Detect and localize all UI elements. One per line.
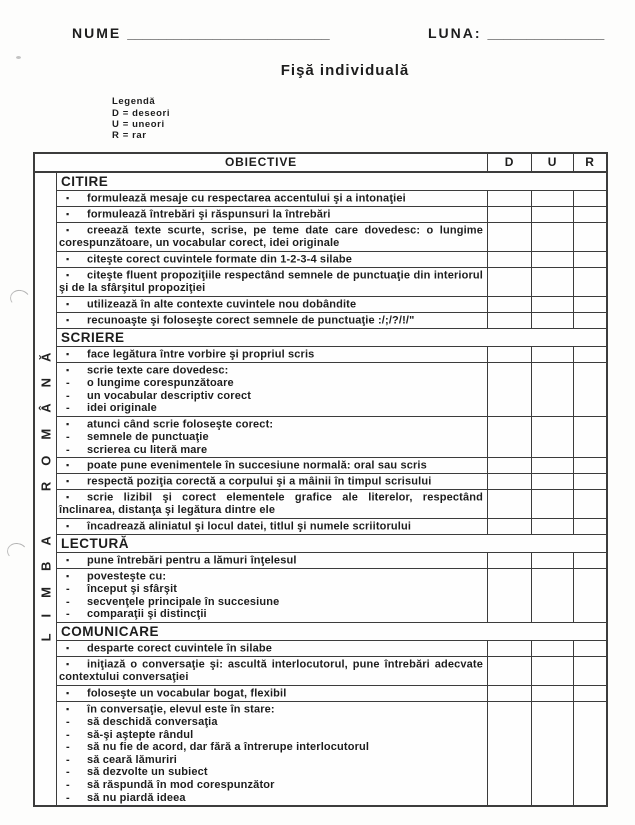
mark-cell-d bbox=[487, 490, 531, 518]
bullet-square-icon: ▪ bbox=[66, 492, 70, 503]
objective-text-cell bbox=[57, 553, 487, 568]
bullet-square-icon: ▪ bbox=[66, 418, 70, 429]
bullet-square-icon: ▪ bbox=[66, 209, 70, 220]
header-col-d: D bbox=[487, 154, 531, 171]
mark-cell-u bbox=[531, 268, 573, 296]
objective-row bbox=[57, 641, 606, 657]
objective-line bbox=[59, 253, 483, 266]
mark-cell-r bbox=[573, 553, 606, 568]
subject-band bbox=[35, 173, 57, 805]
bullet-square-icon: ▪ bbox=[66, 269, 70, 280]
objective-line bbox=[59, 741, 483, 754]
objective-row bbox=[57, 268, 606, 297]
objective-text: povesteşte cu: bbox=[87, 570, 167, 583]
objective-line bbox=[59, 716, 483, 729]
header-col-r: R bbox=[573, 154, 606, 171]
objective-row bbox=[57, 223, 606, 252]
mark-cell-u bbox=[531, 569, 573, 622]
dash-icon: - bbox=[66, 741, 70, 754]
objective-line bbox=[59, 192, 483, 205]
dash-icon: - bbox=[66, 778, 70, 791]
objective-line bbox=[59, 754, 483, 767]
mark-cell-r bbox=[573, 191, 606, 206]
bullet-square-icon: ▪ bbox=[66, 225, 70, 236]
objective-text: să răspundă în mod corespunzător bbox=[87, 778, 275, 791]
objective-line bbox=[59, 520, 483, 533]
objective-text-cell bbox=[57, 268, 487, 296]
objective-line bbox=[59, 658, 483, 684]
objective-line bbox=[59, 766, 483, 779]
objective-text: formulează întrebări şi răspunsuri la întrebări bbox=[87, 208, 331, 221]
name-label: NUME bbox=[72, 25, 122, 41]
header-objectives: OBIECTIVE bbox=[225, 155, 297, 169]
objective-line bbox=[59, 596, 483, 609]
mark-cell-d bbox=[487, 569, 531, 622]
objective-row bbox=[57, 207, 606, 223]
objective-text: face legătura între vorbire şi propriul scris bbox=[87, 348, 315, 361]
bullet-square-icon: ▪ bbox=[66, 571, 70, 582]
legend-entry-uneori: U = uneori bbox=[112, 119, 165, 131]
mark-cell-r bbox=[573, 458, 606, 473]
objective-text-cell bbox=[57, 252, 487, 267]
mark-cell-u bbox=[531, 553, 573, 568]
mark-cell-d bbox=[487, 519, 531, 534]
objective-text-cell bbox=[57, 363, 487, 416]
bullet-square-icon: ▪ bbox=[66, 703, 70, 714]
objective-text: iniţiază o conversaţie şi: ascultă interlocutorul, pune întrebări adecvate contextului conversaţiei bbox=[59, 658, 483, 684]
dash-icon: - bbox=[66, 443, 70, 456]
mark-cell-r bbox=[573, 702, 606, 805]
mark-cell-u bbox=[531, 347, 573, 362]
bullet-square-icon: ▪ bbox=[66, 314, 70, 325]
mark-cell-d bbox=[487, 191, 531, 206]
objective-line bbox=[59, 402, 483, 415]
table-body bbox=[35, 173, 606, 805]
dash-icon: - bbox=[66, 753, 70, 766]
mark-cell-r bbox=[573, 347, 606, 362]
objective-text: citeşte fluent propoziţiile respectând semnele de punctuaţie din interiorul şi de la sfârşitul propoziţiei bbox=[59, 269, 483, 295]
dash-icon: - bbox=[66, 791, 70, 804]
objective-text: scrie texte care dovedesc: bbox=[87, 364, 229, 377]
dash-icon: - bbox=[66, 430, 70, 443]
objective-row bbox=[57, 252, 606, 268]
vertical-subject-label: LIMBA ROMÂNĂ bbox=[38, 336, 53, 642]
mark-cell-u bbox=[531, 363, 573, 416]
objective-row bbox=[57, 363, 606, 417]
mark-cell-d bbox=[487, 641, 531, 656]
dash-icon: - bbox=[66, 389, 70, 402]
mark-cell-r bbox=[573, 519, 606, 534]
objective-text-cell bbox=[57, 417, 487, 457]
objective-text-cell bbox=[57, 490, 487, 518]
objective-text: idei originale bbox=[87, 402, 157, 415]
objective-line bbox=[59, 475, 483, 488]
objective-row bbox=[57, 569, 606, 623]
objective-line bbox=[59, 570, 483, 583]
objective-line bbox=[59, 377, 483, 390]
objective-line bbox=[59, 208, 483, 221]
objective-row bbox=[57, 347, 606, 363]
mark-cell-r bbox=[573, 490, 606, 518]
mark-cell-r bbox=[573, 474, 606, 489]
objective-text-cell bbox=[57, 519, 487, 534]
mark-cell-r bbox=[573, 268, 606, 296]
objective-row bbox=[57, 686, 606, 702]
objective-text: secvenţele principale în succesiune bbox=[87, 595, 280, 608]
name-blank-line: __________________________ bbox=[127, 25, 330, 41]
objective-text: pune întrebări pentru a lămuri înţelesul bbox=[87, 554, 297, 567]
mark-cell-u bbox=[531, 191, 573, 206]
scan-artifact-arc bbox=[6, 542, 28, 562]
objective-line bbox=[59, 418, 483, 431]
objective-row bbox=[57, 297, 606, 313]
objective-text: să deschidă conversaţia bbox=[87, 716, 218, 728]
objective-text: creează texte scurte, scrise, pe teme date care dovedesc: o lungime corespunzătoare, un vocabular corect, idei originale bbox=[59, 224, 483, 250]
mark-cell-d bbox=[487, 252, 531, 267]
objective-row bbox=[57, 458, 606, 474]
mark-cell-d bbox=[487, 268, 531, 296]
objective-line bbox=[59, 792, 483, 805]
mark-cell-r bbox=[573, 686, 606, 701]
mark-cell-d bbox=[487, 207, 531, 222]
objective-line bbox=[59, 364, 483, 377]
mark-cell-d bbox=[487, 223, 531, 251]
mark-cell-d bbox=[487, 363, 531, 416]
objective-line bbox=[59, 583, 483, 596]
objective-line bbox=[59, 314, 483, 327]
mark-cell-u bbox=[531, 458, 573, 473]
mark-cell-u bbox=[531, 252, 573, 267]
mark-cell-d bbox=[487, 686, 531, 701]
objective-text: să nu fie de acord, dar fără a întrerupe interlocutorul bbox=[87, 741, 370, 754]
section-header-lectura: LECTURĂ bbox=[57, 535, 606, 553]
objective-row bbox=[57, 417, 606, 458]
objective-rows bbox=[57, 173, 606, 805]
objective-text: început şi sfârşit bbox=[87, 583, 178, 596]
objective-text: respectă poziţia corectă a corpului şi a mâinii în timpul scrisului bbox=[87, 475, 432, 488]
mark-cell-r bbox=[573, 207, 606, 222]
legend bbox=[112, 96, 170, 142]
objective-row bbox=[57, 191, 606, 207]
objective-line bbox=[59, 298, 483, 311]
mark-cell-u bbox=[531, 686, 573, 701]
objective-row bbox=[57, 702, 606, 805]
mark-cell-d bbox=[487, 313, 531, 328]
objective-line bbox=[59, 390, 483, 403]
bullet-square-icon: ▪ bbox=[66, 193, 70, 203]
mark-cell-r bbox=[573, 252, 606, 267]
objective-text-cell bbox=[57, 347, 487, 362]
table-header-row bbox=[35, 154, 606, 173]
objective-text: poate pune evenimentele în succesiune normală: oral sau scris bbox=[87, 459, 427, 472]
scan-artifact-arc bbox=[8, 288, 31, 309]
mark-cell-d bbox=[487, 474, 531, 489]
objective-text: atunci când scrie foloseşte corect: bbox=[87, 418, 274, 431]
objective-text: o lungime corespunzătoare bbox=[87, 377, 234, 390]
mark-cell-d bbox=[487, 297, 531, 312]
dash-icon: - bbox=[66, 716, 70, 728]
legend-entry-rar: R = rar bbox=[112, 130, 147, 142]
objective-text-cell bbox=[57, 223, 487, 251]
objective-line bbox=[59, 491, 483, 517]
mark-cell-r bbox=[573, 297, 606, 312]
objective-text-cell bbox=[57, 297, 487, 312]
dash-icon: - bbox=[66, 766, 70, 779]
objective-text-cell bbox=[57, 458, 487, 473]
objective-row bbox=[57, 553, 606, 569]
mark-cell-r bbox=[573, 363, 606, 416]
objective-line bbox=[59, 431, 483, 444]
mark-cell-r bbox=[573, 569, 606, 622]
objective-text-cell bbox=[57, 313, 487, 328]
objective-text-cell bbox=[57, 702, 487, 805]
objective-line bbox=[59, 729, 483, 742]
objective-text-cell bbox=[57, 207, 487, 222]
mark-cell-u bbox=[531, 474, 573, 489]
objective-line bbox=[59, 687, 483, 700]
mark-cell-d bbox=[487, 702, 531, 805]
legend-entry-deseori: D = deseori bbox=[112, 108, 171, 119]
mark-cell-r bbox=[573, 223, 606, 251]
dash-icon: - bbox=[66, 377, 70, 390]
dash-icon: - bbox=[66, 728, 70, 741]
mark-cell-d bbox=[487, 657, 531, 685]
objective-text-cell bbox=[57, 474, 487, 489]
mark-cell-d bbox=[487, 553, 531, 568]
page-title: Fişă individuală bbox=[280, 62, 410, 79]
objective-text: să ceară lămuriri bbox=[87, 753, 177, 766]
name-field bbox=[72, 25, 330, 41]
objective-text-cell bbox=[57, 641, 487, 656]
objective-row bbox=[57, 519, 606, 535]
mark-cell-u bbox=[531, 297, 573, 312]
bullet-square-icon: ▪ bbox=[66, 253, 70, 264]
objective-line bbox=[59, 348, 483, 361]
mark-cell-u bbox=[531, 641, 573, 656]
dash-icon: - bbox=[66, 583, 70, 596]
mark-cell-u bbox=[531, 519, 573, 534]
mark-cell-r bbox=[573, 641, 606, 656]
mark-cell-d bbox=[487, 458, 531, 473]
objective-line bbox=[59, 554, 483, 567]
objective-text: în conversaţie, elevul este în stare: bbox=[87, 703, 275, 716]
dash-icon: - bbox=[66, 608, 70, 621]
dash-icon: - bbox=[66, 402, 70, 415]
objective-text: încadrează aliniatul şi locul datei, titlul şi numele scriitorului bbox=[87, 520, 412, 533]
mark-cell-r bbox=[573, 417, 606, 457]
objective-line bbox=[59, 224, 483, 250]
mark-cell-u bbox=[531, 313, 573, 328]
objective-text-cell bbox=[57, 569, 487, 622]
mark-cell-u bbox=[531, 702, 573, 805]
mark-cell-u bbox=[531, 490, 573, 518]
objective-text-cell bbox=[57, 657, 487, 685]
objective-text: utilizează în alte contexte cuvintele nou dobândite bbox=[87, 298, 357, 311]
bullet-square-icon: ▪ bbox=[66, 520, 70, 531]
objective-text: foloseşte un vocabular bogat, flexibil bbox=[87, 687, 287, 700]
mark-cell-u bbox=[531, 223, 573, 251]
objective-line bbox=[59, 779, 483, 792]
section-header-citire: CITIRE bbox=[57, 173, 606, 191]
mark-cell-u bbox=[531, 657, 573, 685]
objective-line bbox=[59, 444, 483, 457]
bullet-square-icon: ▪ bbox=[66, 364, 70, 375]
month-field bbox=[428, 25, 604, 41]
objective-text: scrierea cu literă mare bbox=[87, 443, 208, 456]
mark-cell-r bbox=[573, 657, 606, 685]
objective-text: un vocabular descriptiv corect bbox=[87, 389, 252, 402]
objective-line bbox=[59, 269, 483, 295]
dash-icon: - bbox=[66, 595, 70, 608]
mark-cell-r bbox=[573, 313, 606, 328]
objective-text: desparte corect cuvintele în silabe bbox=[87, 642, 272, 655]
objective-text: scrie lizibil şi corect elementele grafice ale literelor, respectând înclinarea, distanţa şi legătura dintre ele bbox=[59, 491, 483, 517]
section-header-scriere: SCRIERE bbox=[57, 329, 606, 347]
objective-text: comparaţii şi distincţii bbox=[87, 608, 207, 621]
mark-cell-u bbox=[531, 417, 573, 457]
section-header-comunicare: COMUNICARE bbox=[57, 623, 606, 641]
bullet-square-icon: ▪ bbox=[66, 460, 70, 471]
objective-line bbox=[59, 459, 483, 472]
objective-text-cell bbox=[57, 191, 487, 206]
objective-text-cell bbox=[57, 686, 487, 701]
objective-text: citeşte corect cuvintele formate din 1-2-3-4 silabe bbox=[87, 253, 353, 266]
bullet-square-icon: ▪ bbox=[66, 555, 70, 566]
bullet-square-icon: ▪ bbox=[66, 659, 70, 670]
objective-text: semnele de punctuaţie bbox=[87, 430, 209, 443]
mark-cell-u bbox=[531, 207, 573, 222]
month-label: LUNA: bbox=[428, 25, 482, 41]
objective-text: să nu piardă ideea bbox=[87, 791, 186, 804]
legend-heading: Legendă bbox=[112, 96, 156, 107]
bullet-square-icon: ▪ bbox=[66, 298, 70, 309]
month-blank-line: _______________ bbox=[487, 25, 605, 41]
bullet-square-icon: ▪ bbox=[66, 643, 70, 654]
objective-line bbox=[59, 703, 483, 716]
objective-text: să dezvolte un subiect bbox=[87, 766, 208, 779]
mark-cell-d bbox=[487, 417, 531, 457]
objective-text: recunoaşte şi foloseşte corect semnele de punctuaţie :/;/?/!/" bbox=[87, 314, 415, 327]
bullet-square-icon: ▪ bbox=[66, 348, 70, 359]
objectives-table bbox=[33, 152, 608, 807]
objective-row bbox=[57, 657, 606, 686]
objective-line bbox=[59, 608, 483, 621]
objective-text: să-şi aştepte rândul bbox=[87, 728, 194, 741]
scan-artifact-speck bbox=[16, 56, 21, 59]
bullet-square-icon: ▪ bbox=[66, 476, 70, 487]
objective-text: formulează mesaje cu respectarea accentului şi a intonaţiei bbox=[87, 192, 406, 205]
header-col-u: U bbox=[531, 154, 573, 171]
objective-row bbox=[57, 474, 606, 490]
objective-line bbox=[59, 642, 483, 655]
objective-row bbox=[57, 490, 606, 519]
bullet-square-icon: ▪ bbox=[66, 687, 70, 698]
mark-cell-d bbox=[487, 347, 531, 362]
objective-row bbox=[57, 313, 606, 329]
